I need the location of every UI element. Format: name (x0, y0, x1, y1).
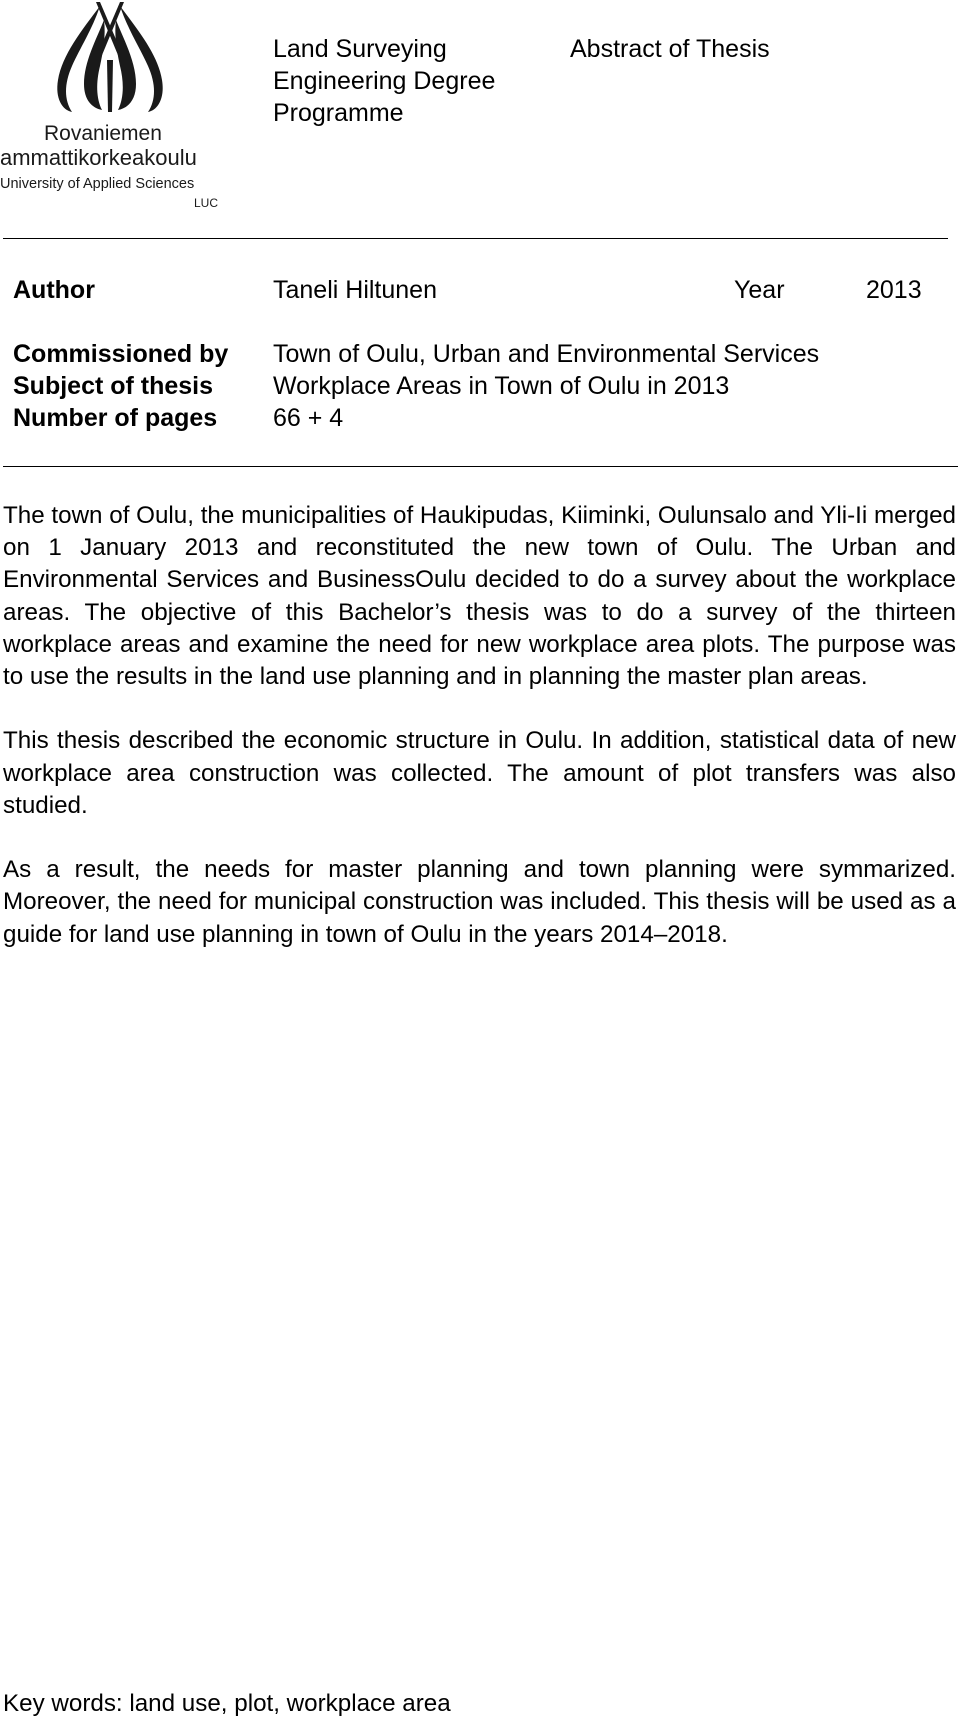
subject-value: Workplace Areas in Town of Oulu in 2013 (273, 372, 730, 400)
fields-divider (3, 466, 958, 467)
logo-name-line2: ammattikorkeakoulu (0, 145, 197, 170)
programme-line2: Engineering Degree (273, 67, 496, 95)
year-value: 2013 (866, 276, 922, 304)
logo-name-line3: University of Applied Sciences (0, 176, 195, 192)
flame-emblem-icon (0, 0, 225, 120)
year-label: Year (734, 276, 785, 304)
abstract-paragraph: As a result, the needs for master planning and town planning were symmarized. Moreover, the need for municipal construction was included. This thesis will be used as a guide for land use planning in town of Oulu in the years 2014–2018. (3, 856, 956, 948)
university-logo (0, 0, 225, 215)
commissioned-value: Town of Oulu, Urban and Environmental Services (273, 340, 820, 368)
degree-programme (273, 33, 573, 129)
keywords: Key words: land use, plot, workplace area (3, 1690, 451, 1717)
logo-abbreviation: LUC (194, 196, 219, 210)
logo-name-line1: Rovaniemen (44, 122, 162, 145)
subject-label: Subject of thesis (13, 372, 214, 400)
commissioned-label: Commissioned by (13, 340, 229, 368)
document-type: Abstract of Thesis (570, 35, 770, 63)
programme-line1: Land Surveying (273, 35, 447, 63)
abstract-body (3, 500, 956, 983)
programme-line3: Programme (273, 99, 404, 127)
author-label: Author (13, 276, 95, 304)
pages-value: 66 + 4 (273, 404, 344, 432)
author-value: Taneli Hiltunen (273, 276, 437, 304)
pages-label: Number of pages (13, 404, 218, 432)
abstract-paragraph: The town of Oulu, the municipalities of Haukipudas, Kiiminki, Oulunsalo and Yli-Ii merged on 1 January 2013 and reconstituted the new town of Oulu. The Urban and Environmental Services and BusinessOulu decided to do a survey about the workplace areas. The objective of this Bachelor’s thesis was to do a survey of the thirteen workplace areas and examine the need for new workplace area plots. The purpose was to use the results in the land use planning and in planning the master plan areas. (3, 502, 956, 691)
abstract-paragraph: This thesis described the economic structure in Oulu. In addition, statistical data of new workplace area construction was collected. The amount of plot transfers was also studied. (3, 727, 956, 819)
header-divider (3, 238, 948, 239)
